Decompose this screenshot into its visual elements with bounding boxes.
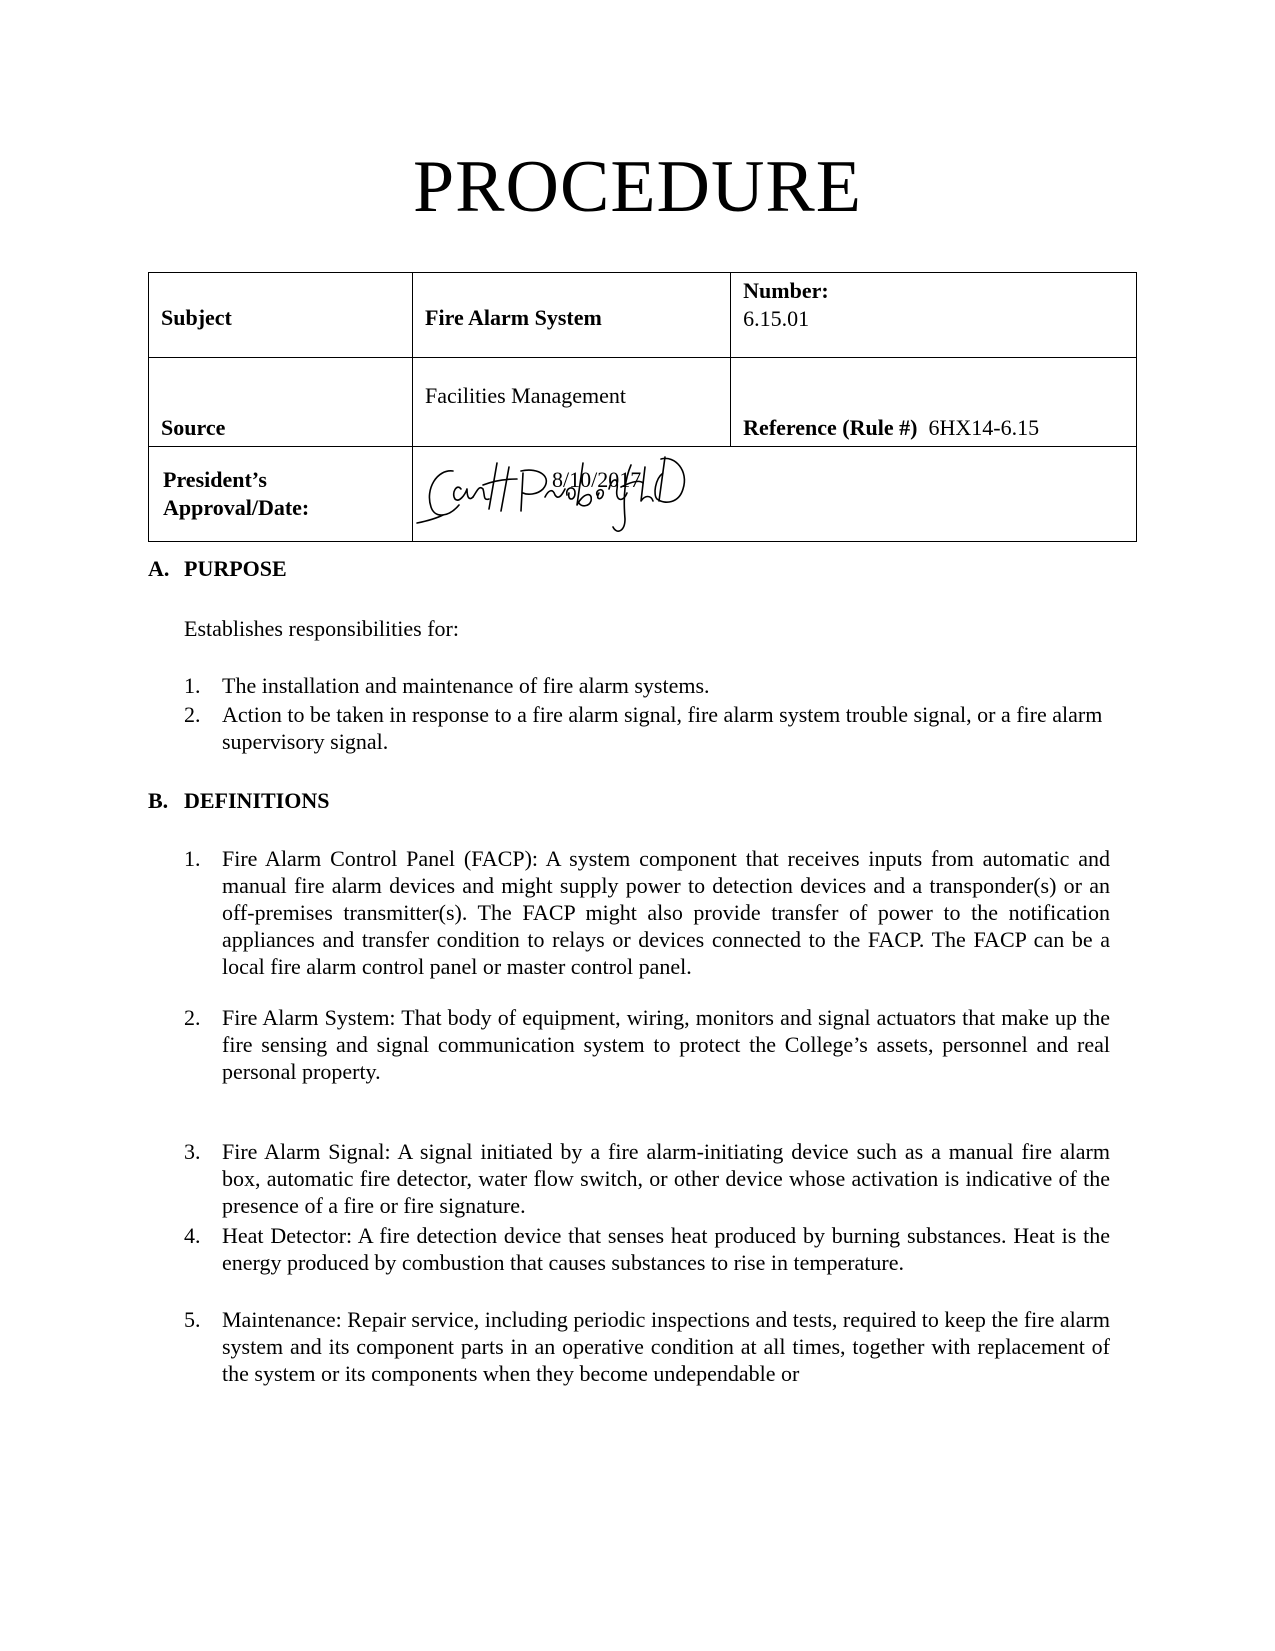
definition-item-text: Fire Alarm Control Panel (FACP): A system component that receives inputs from automatic and manual fire alarm devices and might supply power to detection devices and a transponder(s) or an off-premises transmitter(s). The FACP might also provide transfer of power to the notification appliances and transfer condition to relays or devices connected to the FACP. The FACP can be a local fire alarm control panel or master control panel.: [222, 846, 1110, 979]
source-label: Source: [149, 358, 413, 447]
purpose-item-number: 1.: [184, 673, 201, 698]
reference-cell: [731, 358, 1137, 447]
definition-item-text: Fire Alarm Signal: A signal initiated by a fire alarm-initiating device such as a manual fire alarm box, automatic fire detector, water flow switch, or other device whose activation is indicative of the presence of a fire or fire signature.: [222, 1139, 1110, 1218]
definition-list-item: [184, 1306, 1110, 1387]
definition-list-item: [184, 1004, 1110, 1085]
section-b-heading: [148, 787, 329, 815]
purpose-item-text: The installation and maintenance of fire alarm systems.: [222, 673, 710, 698]
purpose-item-text: Action to be taken in response to a fire alarm signal, fire alarm system trouble signal, or a fire alarm supervisory signal.: [222, 702, 1103, 754]
purpose-item-number: 2.: [184, 702, 201, 727]
procedure-header-table: [148, 272, 1137, 542]
definition-list-item: [184, 1138, 1110, 1219]
reference-label: Reference (Rule #): [743, 415, 918, 440]
definition-item-number: 2.: [184, 1005, 201, 1030]
definition-item-number: 5.: [184, 1307, 201, 1332]
reference-value: 6HX14-6.15: [928, 415, 1040, 440]
definition-item-number: 1.: [184, 846, 201, 871]
definition-item-number: 3.: [184, 1139, 201, 1164]
header-row-approval: [149, 447, 1137, 542]
header-row-source: [149, 358, 1137, 447]
signature-image: [413, 449, 693, 539]
definition-item-number: 4.: [184, 1223, 201, 1248]
approval-label-line2: Approval/Date:: [163, 495, 310, 520]
section-b-title: DEFINITIONS: [184, 788, 330, 813]
definition-item-text: Maintenance: Repair service, including periodic inspections and tests, required to keep the fire alarm system and its component parts in an operative condition at all times, together with replacement of the system or its components when they become undependable or: [222, 1307, 1110, 1386]
header-row-subject: [149, 273, 1137, 358]
definition-item-text: Heat Detector: A fire detection device that senses heat produced by burning substances. Heat is the energy produced by combustion that causes substances to rise in temperature.: [222, 1223, 1110, 1275]
section-a-letter: A.: [148, 556, 170, 581]
section-a-title: PURPOSE: [184, 556, 287, 581]
purpose-intro: Establishes responsibilities for:: [184, 616, 459, 641]
purpose-list-item: [184, 672, 1110, 699]
number-cell: [731, 273, 1137, 358]
subject-value: Fire Alarm System: [413, 273, 731, 358]
source-value: Facilities Management: [413, 358, 731, 447]
number-label: Number:: [743, 278, 829, 303]
section-b-letter: B.: [148, 788, 169, 813]
definition-list-item: [184, 845, 1110, 980]
section-a-heading: [148, 555, 287, 583]
document-title: PROCEDURE: [413, 146, 862, 228]
approval-label-line1: President’s: [163, 467, 267, 492]
approval-date: 8/10/2017: [552, 467, 642, 492]
definition-item-text: Fire Alarm System: That body of equipment, wiring, monitors and signal actuators that make up the fire sensing and signal communication system to protect the College’s assets, personnel and real personal property.: [222, 1005, 1110, 1084]
subject-label: Subject: [149, 273, 413, 358]
number-value: 6.15.01: [743, 306, 810, 331]
approval-label: [149, 447, 413, 542]
definition-list-item: [184, 1222, 1110, 1276]
approval-signature-cell: [413, 447, 1137, 542]
purpose-list-item: [184, 701, 1110, 755]
